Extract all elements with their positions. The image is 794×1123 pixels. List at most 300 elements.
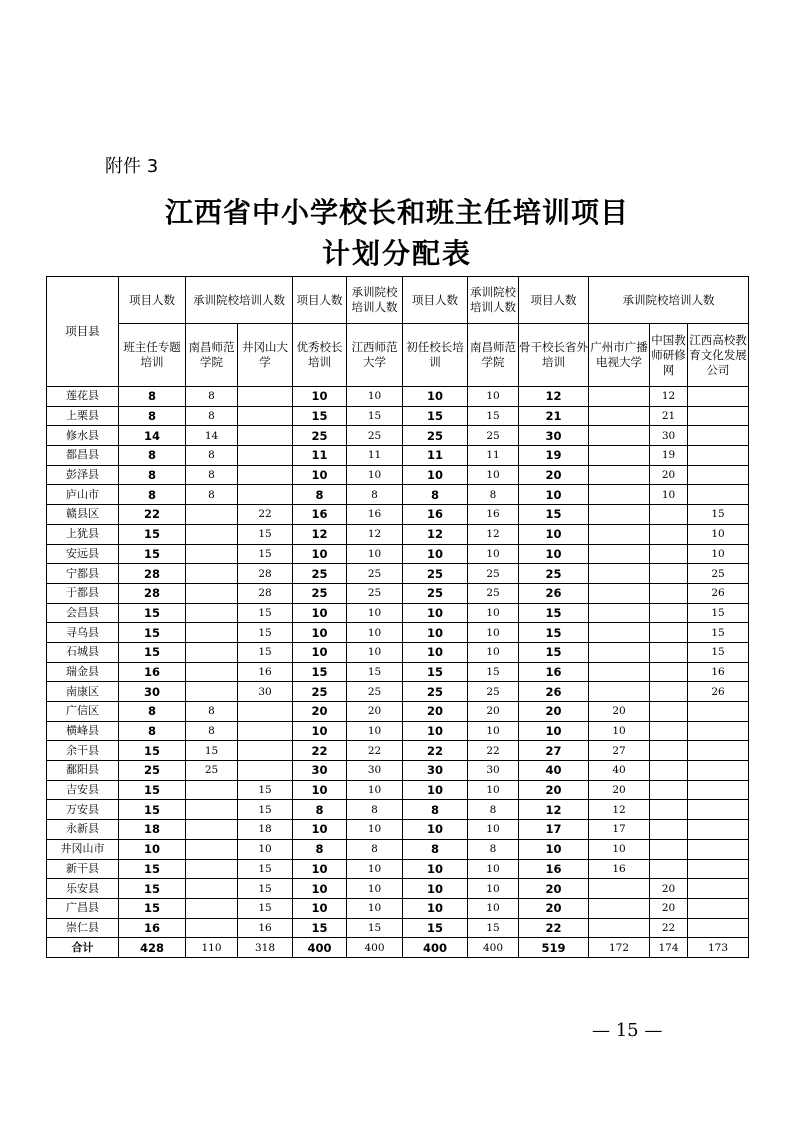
value-cell: 10 [403,603,468,623]
header-excellent-principal-training: 优秀校长培训 [293,324,347,387]
value-cell: 15 [519,623,589,643]
value-cell: 25 [519,564,589,584]
value-cell [688,406,749,426]
value-cell [238,426,293,446]
value-cell: 10 [347,898,403,918]
value-cell: 10 [293,898,347,918]
value-cell: 16 [589,859,650,879]
value-cell: 15 [119,800,186,820]
value-cell [186,780,238,800]
value-cell: 22 [293,741,347,761]
table-row [47,702,749,722]
value-cell [688,820,749,840]
value-cell: 10 [468,859,519,879]
value-cell: 10 [403,387,468,407]
value-cell [238,702,293,722]
county-cell: 石城县 [47,642,119,662]
value-cell: 22 [519,918,589,938]
value-cell: 40 [589,761,650,781]
value-cell [650,859,688,879]
table-row [47,544,749,564]
value-cell: 20 [293,702,347,722]
value-cell [186,583,238,603]
value-cell: 10 [589,839,650,859]
value-cell: 8 [186,721,238,741]
value-cell: 10 [347,820,403,840]
value-cell: 10 [293,859,347,879]
table-row [47,800,749,820]
value-cell: 30 [403,761,468,781]
value-cell: 8 [119,702,186,722]
table-row [47,682,749,702]
value-cell: 25 [347,583,403,603]
table-row [47,564,749,584]
value-cell [650,800,688,820]
value-cell [650,702,688,722]
table-row [47,761,749,781]
value-cell: 15 [238,642,293,662]
value-cell [688,918,749,938]
value-cell: 10 [347,387,403,407]
value-cell: 10 [403,623,468,643]
attachment-label: 附件 3 [105,156,159,177]
table-row [47,642,749,662]
value-cell: 30 [238,682,293,702]
value-cell: 12 [519,800,589,820]
value-cell: 10 [403,544,468,564]
value-cell: 15 [403,406,468,426]
value-cell: 40 [519,761,589,781]
value-cell [688,485,749,505]
value-cell: 20 [650,898,688,918]
value-cell: 25 [468,564,519,584]
value-cell: 10 [293,820,347,840]
header-institution-count-2: 承训院校培训人数 [347,277,403,324]
value-cell: 15 [519,505,589,525]
value-cell [238,721,293,741]
value-cell [589,583,650,603]
value-cell: 519 [519,938,589,958]
value-cell: 15 [119,780,186,800]
value-cell: 10 [519,839,589,859]
value-cell [589,465,650,485]
county-cell: 上犹县 [47,524,119,544]
value-cell: 19 [519,446,589,466]
value-cell: 10 [403,879,468,899]
value-cell [186,918,238,938]
value-cell: 15 [468,662,519,682]
value-cell: 25 [347,426,403,446]
value-cell: 8 [468,485,519,505]
value-cell [238,465,293,485]
value-cell: 12 [589,800,650,820]
value-cell [688,426,749,446]
header-jiangxi-hs-company: 江西高校教育文化发展公司 [688,324,749,387]
value-cell [186,564,238,584]
county-cell: 新干县 [47,859,119,879]
value-cell: 16 [519,662,589,682]
header-guangzhou-tv-univ: 广州市广播电视大学 [589,324,650,387]
value-cell [650,682,688,702]
value-cell: 10 [347,721,403,741]
header-nanchang-normal-2: 南昌师范学院 [468,324,519,387]
value-cell [186,839,238,859]
value-cell: 8 [293,839,347,859]
value-cell [589,387,650,407]
county-cell: 吉安县 [47,780,119,800]
value-cell: 10 [293,387,347,407]
value-cell: 8 [119,387,186,407]
value-cell: 25 [347,682,403,702]
value-cell: 10 [347,780,403,800]
value-cell: 8 [293,485,347,505]
value-cell: 8 [347,485,403,505]
value-cell [688,780,749,800]
value-cell: 22 [347,741,403,761]
value-cell [688,387,749,407]
value-cell: 15 [238,859,293,879]
table-row [47,603,749,623]
value-cell [650,721,688,741]
county-cell: 余干县 [47,741,119,761]
value-cell: 428 [119,938,186,958]
value-cell: 8 [119,446,186,466]
value-cell: 10 [293,544,347,564]
value-cell: 12 [347,524,403,544]
value-cell [650,741,688,761]
value-cell [650,505,688,525]
value-cell: 15 [293,406,347,426]
value-cell: 10 [293,642,347,662]
value-cell: 12 [403,524,468,544]
table-row [47,898,749,918]
value-cell [186,524,238,544]
value-cell: 28 [119,583,186,603]
value-cell [589,603,650,623]
value-cell: 16 [238,918,293,938]
value-cell: 30 [119,682,186,702]
value-cell [589,642,650,662]
value-cell: 18 [119,820,186,840]
value-cell [238,761,293,781]
value-cell [186,682,238,702]
value-cell [238,406,293,426]
value-cell [589,426,650,446]
value-cell: 20 [347,702,403,722]
table-row [47,465,749,485]
value-cell: 25 [403,564,468,584]
value-cell: 10 [650,485,688,505]
value-cell: 20 [519,702,589,722]
value-cell: 16 [119,662,186,682]
value-cell [650,544,688,564]
value-cell: 15 [519,603,589,623]
value-cell: 15 [238,623,293,643]
header-project-count-4: 项目人数 [519,277,589,324]
value-cell [589,623,650,643]
value-cell [650,583,688,603]
county-cell: 安远县 [47,544,119,564]
value-cell: 10 [468,721,519,741]
value-cell: 8 [186,485,238,505]
county-cell: 广昌县 [47,898,119,918]
value-cell: 16 [468,505,519,525]
value-cell: 22 [468,741,519,761]
value-cell: 16 [119,918,186,938]
value-cell: 22 [119,505,186,525]
value-cell: 22 [238,505,293,525]
table-row [47,446,749,466]
value-cell: 25 [468,583,519,603]
value-cell: 10 [519,721,589,741]
value-cell [688,859,749,879]
value-cell: 28 [238,583,293,603]
value-cell: 15 [238,524,293,544]
value-cell [186,623,238,643]
county-cell: 于都县 [47,583,119,603]
value-cell: 15 [119,741,186,761]
value-cell [650,603,688,623]
value-cell: 10 [293,623,347,643]
value-cell [186,642,238,662]
value-cell: 15 [238,800,293,820]
value-cell: 10 [347,603,403,623]
value-cell: 21 [519,406,589,426]
value-cell [650,662,688,682]
county-cell: 莲花县 [47,387,119,407]
value-cell: 15 [347,918,403,938]
value-cell: 20 [589,702,650,722]
value-cell: 10 [403,642,468,662]
value-cell: 20 [650,879,688,899]
table-row [47,583,749,603]
county-cell: 横峰县 [47,721,119,741]
value-cell: 8 [403,800,468,820]
header-institution-count-3: 承训院校培训人数 [468,277,519,324]
value-cell: 25 [119,761,186,781]
value-cell: 15 [468,918,519,938]
value-cell: 10 [403,898,468,918]
table-row [47,485,749,505]
value-cell: 8 [347,839,403,859]
value-cell: 16 [347,505,403,525]
value-cell: 30 [519,426,589,446]
value-cell: 12 [468,524,519,544]
total-row [47,938,749,958]
value-cell [589,879,650,899]
header-project-count-1: 项目人数 [119,277,186,324]
county-cell: 合计 [47,938,119,958]
value-cell: 10 [347,623,403,643]
county-cell: 瑞金县 [47,662,119,682]
value-cell: 10 [403,465,468,485]
value-cell: 10 [293,721,347,741]
value-cell: 30 [468,761,519,781]
value-cell: 10 [293,465,347,485]
value-cell: 14 [119,426,186,446]
value-cell: 15 [186,741,238,761]
value-cell [688,446,749,466]
value-cell [650,642,688,662]
value-cell: 10 [403,859,468,879]
value-cell: 16 [519,859,589,879]
value-cell [589,446,650,466]
value-cell: 25 [186,761,238,781]
allocation-table [46,276,749,958]
value-cell: 16 [238,662,293,682]
value-cell: 14 [186,426,238,446]
value-cell: 25 [403,682,468,702]
table-row [47,820,749,840]
value-cell: 15 [688,603,749,623]
header-jiangxi-normal: 江西师范大学 [347,324,403,387]
county-cell: 寻乌县 [47,623,119,643]
value-cell: 22 [650,918,688,938]
value-cell: 15 [238,544,293,564]
county-cell: 宁都县 [47,564,119,584]
table-row [47,839,749,859]
value-cell: 25 [403,583,468,603]
value-cell [589,524,650,544]
value-cell: 15 [293,662,347,682]
header-institution-count-1: 承训院校培训人数 [186,277,293,324]
value-cell: 25 [403,426,468,446]
value-cell: 15 [119,623,186,643]
value-cell: 400 [403,938,468,958]
county-cell: 修水县 [47,426,119,446]
value-cell [688,465,749,485]
value-cell: 10 [468,898,519,918]
table-row [47,780,749,800]
value-cell: 26 [519,583,589,603]
value-cell: 20 [650,465,688,485]
table-row [47,879,749,899]
value-cell: 11 [293,446,347,466]
value-cell: 8 [468,800,519,820]
value-cell [650,564,688,584]
value-cell: 10 [293,879,347,899]
table-row [47,859,749,879]
value-cell: 8 [403,839,468,859]
value-cell: 15 [119,544,186,564]
value-cell [688,761,749,781]
value-cell: 15 [119,603,186,623]
value-cell: 20 [468,702,519,722]
value-cell: 26 [688,682,749,702]
value-cell: 28 [238,564,293,584]
value-cell: 25 [468,426,519,446]
value-cell [186,879,238,899]
value-cell: 19 [650,446,688,466]
value-cell: 10 [293,780,347,800]
value-cell [186,800,238,820]
value-cell: 15 [688,642,749,662]
value-cell: 25 [293,564,347,584]
table-row [47,741,749,761]
header-institution-count-4: 承训院校培训人数 [589,277,749,324]
value-cell: 8 [186,446,238,466]
value-cell: 20 [519,898,589,918]
header-jinggangshan-univ: 井冈山大学 [238,324,293,387]
header-nanchang-normal: 南昌师范学院 [186,324,238,387]
value-cell: 8 [186,465,238,485]
value-cell: 174 [650,938,688,958]
value-cell: 25 [688,564,749,584]
value-cell: 10 [403,820,468,840]
value-cell: 25 [293,426,347,446]
value-cell: 10 [293,603,347,623]
value-cell [186,505,238,525]
value-cell [650,780,688,800]
county-cell: 鄱阳县 [47,761,119,781]
value-cell: 25 [293,682,347,702]
value-cell [186,898,238,918]
value-cell: 10 [468,879,519,899]
value-cell: 10 [403,780,468,800]
value-cell: 8 [186,702,238,722]
value-cell: 10 [468,820,519,840]
value-cell [589,918,650,938]
value-cell: 25 [347,564,403,584]
value-cell [186,662,238,682]
value-cell: 30 [293,761,347,781]
header-county: 项目县 [47,277,119,387]
value-cell: 15 [238,603,293,623]
county-cell: 会昌县 [47,603,119,623]
county-cell: 永新县 [47,820,119,840]
county-cell: 庐山市 [47,485,119,505]
header-project-count-2: 项目人数 [293,277,347,324]
value-cell: 12 [519,387,589,407]
value-cell: 20 [519,879,589,899]
value-cell [688,741,749,761]
value-cell: 15 [238,780,293,800]
value-cell: 20 [403,702,468,722]
value-cell [238,446,293,466]
header-key-principal-outside-training: 骨干校长省外培训 [519,324,589,387]
value-cell [186,859,238,879]
value-cell [589,544,650,564]
value-cell: 22 [403,741,468,761]
header-china-teacher-net: 中国教师研修网 [650,324,688,387]
value-cell: 15 [347,662,403,682]
value-cell [186,544,238,564]
value-cell [688,800,749,820]
value-cell: 173 [688,938,749,958]
value-cell: 10 [519,485,589,505]
value-cell: 15 [403,918,468,938]
value-cell [688,721,749,741]
table-row [47,918,749,938]
value-cell: 10 [347,859,403,879]
value-cell: 10 [468,387,519,407]
value-cell [589,406,650,426]
value-cell: 15 [688,623,749,643]
page-number: — 15 — [592,1020,663,1041]
value-cell: 27 [589,741,650,761]
value-cell [688,702,749,722]
value-cell: 16 [293,505,347,525]
value-cell: 12 [293,524,347,544]
value-cell: 10 [468,603,519,623]
value-cell: 8 [186,387,238,407]
value-cell: 10 [468,780,519,800]
value-cell: 8 [119,485,186,505]
value-cell: 10 [688,544,749,564]
value-cell: 10 [238,839,293,859]
value-cell: 28 [119,564,186,584]
county-cell: 都昌县 [47,446,119,466]
